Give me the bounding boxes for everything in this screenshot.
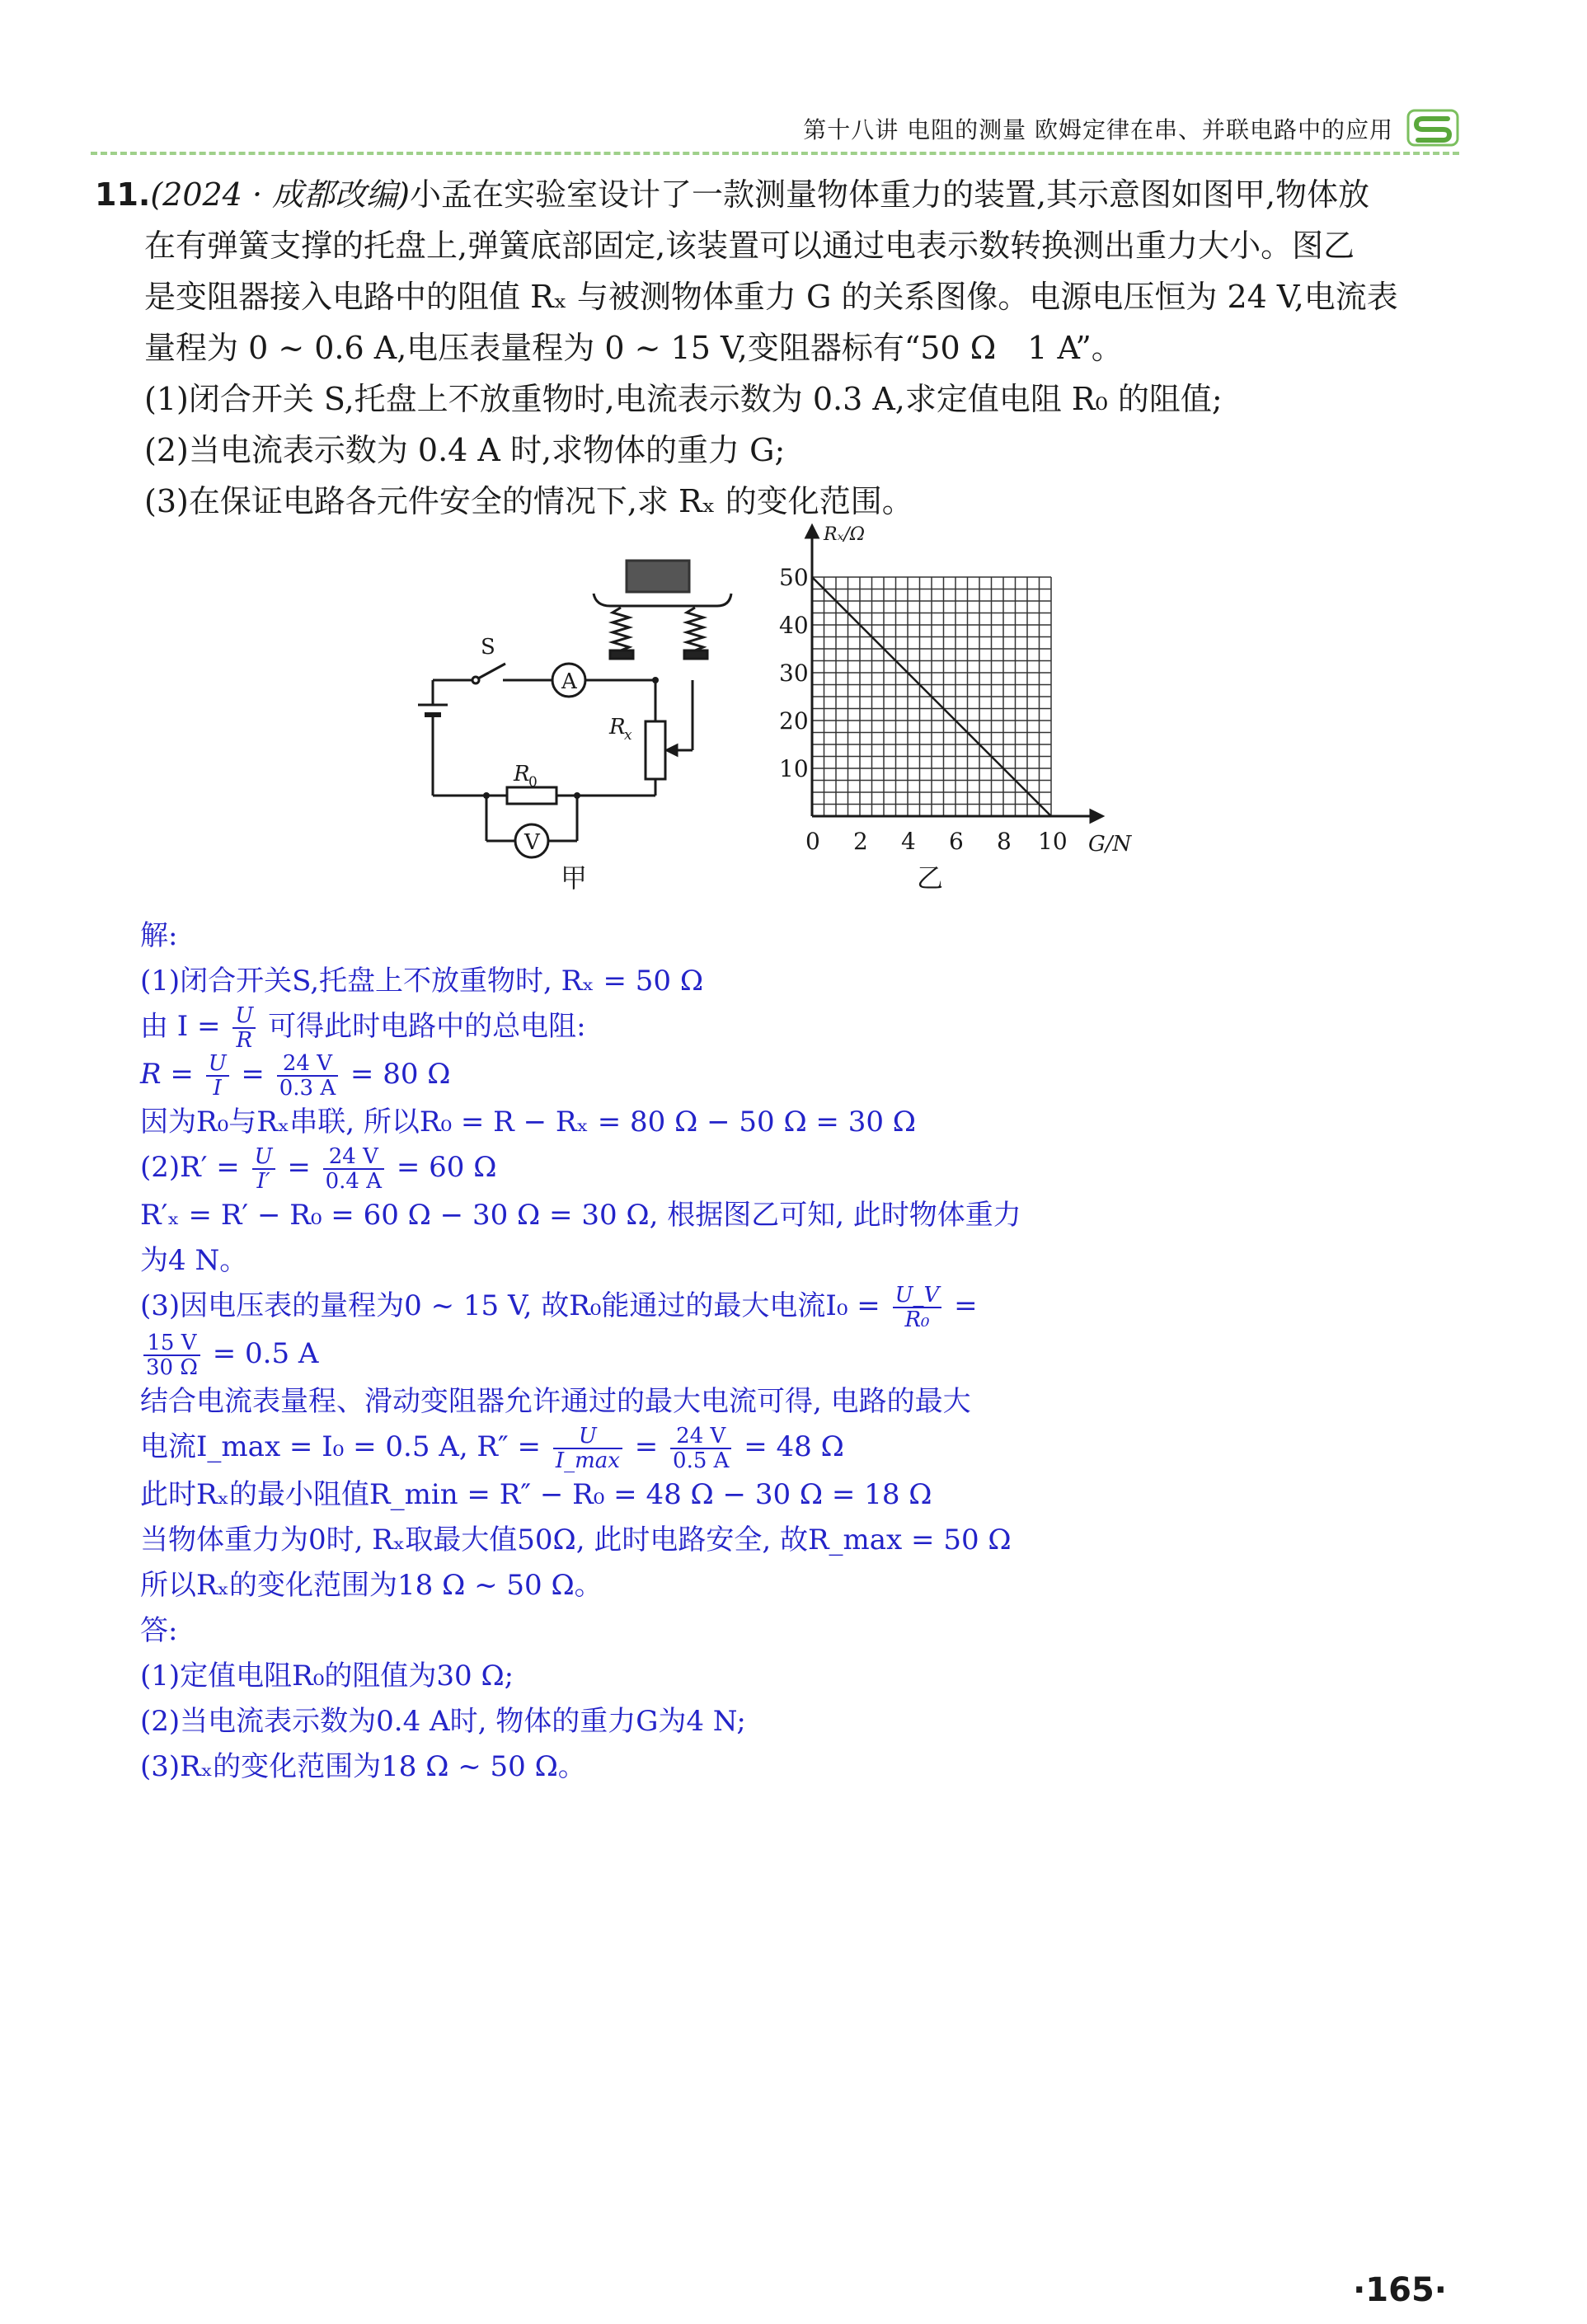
fraction <box>553 1425 622 1472</box>
solution-line: 解: <box>140 919 178 952</box>
solution-line <box>140 1004 1171 1052</box>
solution-line <box>140 1145 1171 1193</box>
solution-line: (3)Rₓ的变化范围为18 Ω ~ 50 Ω。 <box>140 1750 586 1783</box>
resistor-label: R <box>514 762 530 786</box>
problem-number: 11. <box>95 176 151 213</box>
text: = <box>945 1289 978 1322</box>
fraction <box>143 1331 200 1379</box>
denominator: R₀ <box>904 1308 930 1332</box>
denominator: 0.3 A <box>279 1076 336 1101</box>
rheostat-label: R <box>609 715 626 739</box>
problem-stem-3: 是变阻器接入电路中的阻值 Rₓ 与被测物体重力 G 的关系图像。电源电压恒为 24 V,电流表 <box>144 279 1398 315</box>
denominator: I′ <box>256 1169 270 1194</box>
question-2: (2)当电流表示数为 0.4 A 时,求物体的重力 G; <box>144 432 786 468</box>
numerator: 15 V <box>143 1331 200 1356</box>
text: = 60 Ω <box>387 1151 497 1184</box>
switch-label: S <box>481 635 495 660</box>
numerator: U <box>252 1145 275 1170</box>
y-tick-label: 20 <box>779 707 809 735</box>
text: 电流I_max = I₀ = 0.5 A, R″ = <box>140 1430 550 1463</box>
x-tick-label: 2 <box>853 828 868 855</box>
x-tick-label: 6 <box>949 828 964 855</box>
fraction <box>206 1052 229 1100</box>
numerator: U_V <box>893 1284 942 1308</box>
numerator: 24 V <box>323 1145 384 1170</box>
solution-line <box>140 1284 1171 1331</box>
text: (2)R′ = <box>140 1151 249 1184</box>
solution-line <box>140 1425 1171 1472</box>
solution-line: 所以Rₓ的变化范围为18 Ω ~ 50 Ω。 <box>140 1569 603 1602</box>
text: 可得此时电路中的总电阻: <box>259 1010 586 1043</box>
solution-line: (1)定值电阻R₀的阻值为30 Ω; <box>140 1660 514 1693</box>
x-tick-label: 8 <box>997 828 1012 855</box>
voltmeter-label: V <box>524 830 540 855</box>
problem-block <box>95 169 1455 527</box>
text: R = <box>140 1058 203 1091</box>
solution-line: 为4 N。 <box>140 1244 248 1277</box>
problem-source: (2024 · 成都改编) <box>150 176 410 213</box>
page-header <box>91 106 1459 155</box>
x-axis-arrow-icon <box>1091 810 1102 822</box>
question-1: (1)闭合开关 S,托盘上不放重物时,电流表示数为 0.3 A,求定值电阻 R₀ 的阻值; <box>144 381 1223 417</box>
fraction <box>277 1052 338 1100</box>
problem-stem-4: 量程为 0 ~ 0.6 A,电压表量程为 0 ~ 15 V,变阻器标有“50 Ω 1 A”。 <box>144 330 1123 366</box>
rheostat-label-sub: x <box>624 727 632 744</box>
x-tick-label: 10 <box>1038 828 1068 855</box>
y-axis-label: Rₓ/Ω <box>824 524 866 545</box>
solution-line <box>140 1331 1171 1379</box>
question-3: (3)在保证电路各元件安全的情况下,求 Rₓ 的变化范围。 <box>144 483 913 519</box>
text: = <box>278 1151 320 1184</box>
y-tick-label: 50 <box>779 564 809 591</box>
denominator: 0.5 A <box>673 1448 730 1473</box>
solution-line: R′ₓ = R′ − R₀ = 60 Ω − 30 Ω = 30 Ω, 根据图乙可知, 此时物体重力 <box>140 1199 1021 1232</box>
rx-vs-g-chart <box>758 524 1132 862</box>
text: = 0.5 A <box>203 1337 319 1370</box>
ammeter-label: A <box>561 669 577 694</box>
text: = 48 Ω <box>735 1430 844 1463</box>
solution-line: 因为R₀与Rₓ串联, 所以R₀ = R − Rₓ = 80 Ω − 50 Ω = 30 Ω <box>140 1106 916 1139</box>
figure-jia-caption: 甲 <box>561 862 588 894</box>
x-tick-label: 0 <box>805 828 820 855</box>
fraction <box>893 1284 942 1331</box>
text: = <box>232 1058 274 1091</box>
text: (3)因电压表的量程为0 ~ 15 V, 故R₀能通过的最大电流I₀ = <box>140 1289 890 1322</box>
solution-line: 此时Rₓ的最小阻值R_min = R″ − R₀ = 48 Ω − 30 Ω = 18 Ω <box>140 1478 932 1511</box>
numerator: U <box>206 1052 229 1077</box>
circuit-diagram <box>408 548 738 894</box>
resistor-label-sub: 0 <box>528 774 538 791</box>
denominator: I_max <box>555 1448 620 1473</box>
y-tick-label: 30 <box>779 660 809 687</box>
fraction <box>252 1145 275 1193</box>
fraction <box>323 1145 384 1193</box>
denominator: 30 Ω <box>146 1355 198 1380</box>
numerator: 24 V <box>277 1052 338 1077</box>
solution-line: (1)闭合开关S,托盘上不放重物时, Rₓ = 50 Ω <box>140 965 704 998</box>
figure-yi-caption: 乙 <box>917 862 944 894</box>
text: 由 I = <box>140 1010 230 1043</box>
fraction <box>670 1425 731 1472</box>
solution-block <box>140 913 1171 1790</box>
text: = 80 Ω <box>341 1058 451 1091</box>
solution-line: 结合电流表量程、滑动变阻器允许通过的最大电流可得, 电路的最大 <box>140 1385 971 1418</box>
fraction <box>232 1004 256 1052</box>
chapter-logo-icon <box>1406 107 1459 148</box>
solution-line <box>140 1052 1171 1100</box>
denominator: R <box>236 1028 253 1053</box>
denominator: I <box>213 1076 222 1101</box>
problem-line-1 <box>95 169 1455 220</box>
numerator: U <box>232 1004 256 1029</box>
solution-line: 答: <box>140 1614 178 1647</box>
solution-line: 当物体重力为0时, Rₓ取最大值50Ω, 此时电路安全, 故R_max = 50 Ω <box>140 1524 1012 1556</box>
problem-stem-1: 小孟在实验室设计了一款测量物体重力的装置,其示意图如图甲,物体放 <box>409 176 1370 213</box>
problem-stem-2: 在有弹簧支撑的托盘上,弹簧底部固定,该装置可以通过电表示数转换测出重力大小。图乙 <box>144 228 1355 264</box>
denominator: 0.4 A <box>325 1169 383 1194</box>
x-axis-label: G/N <box>1088 832 1132 857</box>
x-tick-label: 4 <box>901 828 916 855</box>
solution-line: (2)当电流表示数为0.4 A时, 物体的重力G为4 N; <box>140 1705 746 1738</box>
page-number: ·165· <box>1353 2271 1447 2309</box>
chapter-title: 第十八讲 电阻的测量 欧姆定律在串、并联电路中的应用 <box>803 116 1393 143</box>
y-tick-label: 10 <box>779 755 809 782</box>
numerator: U <box>553 1425 622 1449</box>
numerator: 24 V <box>670 1425 731 1449</box>
text: = <box>625 1430 668 1463</box>
y-tick-label: 40 <box>779 612 809 639</box>
y-axis-arrow-icon <box>806 526 818 538</box>
